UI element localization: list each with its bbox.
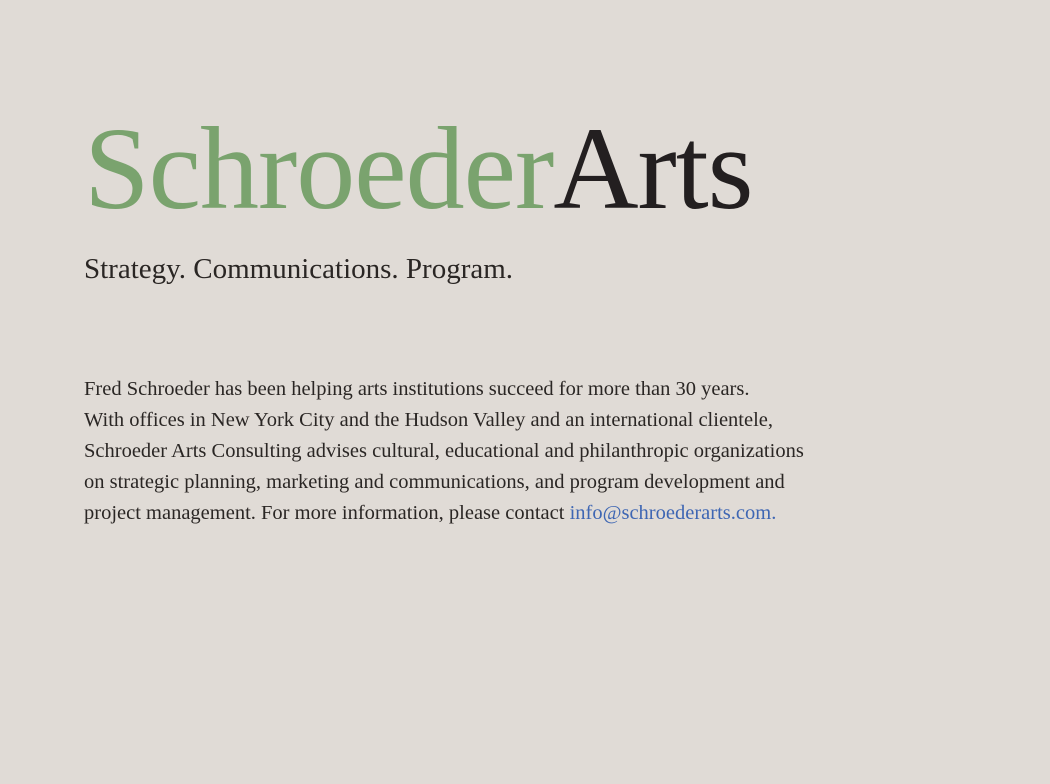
intro-line-2: With offices in New York City and the Hudson Valley and an international clientele, xyxy=(84,409,774,431)
contact-email-link[interactable]: info@schroederarts.com xyxy=(569,502,772,524)
tagline: Strategy. Communications. Program. xyxy=(84,253,514,285)
intro-line-4: on strategic planning, marketing and communications, and program development and xyxy=(84,471,785,493)
intro-line-3: Schroeder Arts Consulting advises cultural, educational and philanthropic organizations xyxy=(84,440,804,462)
intro-line-1: Fred Schroeder has been helping arts institutions succeed for more than 30 years. xyxy=(84,378,750,400)
logo-schroeder-text: Schroeder xyxy=(84,103,554,234)
email-trailing-period: . xyxy=(771,502,777,524)
intro-line-5 xyxy=(84,498,984,529)
intro-paragraph xyxy=(84,374,984,529)
intro-line-5-text: project management. For more information, please contact xyxy=(84,502,570,524)
brand-logo xyxy=(84,103,753,234)
logo-arts-text: Arts xyxy=(553,103,753,234)
